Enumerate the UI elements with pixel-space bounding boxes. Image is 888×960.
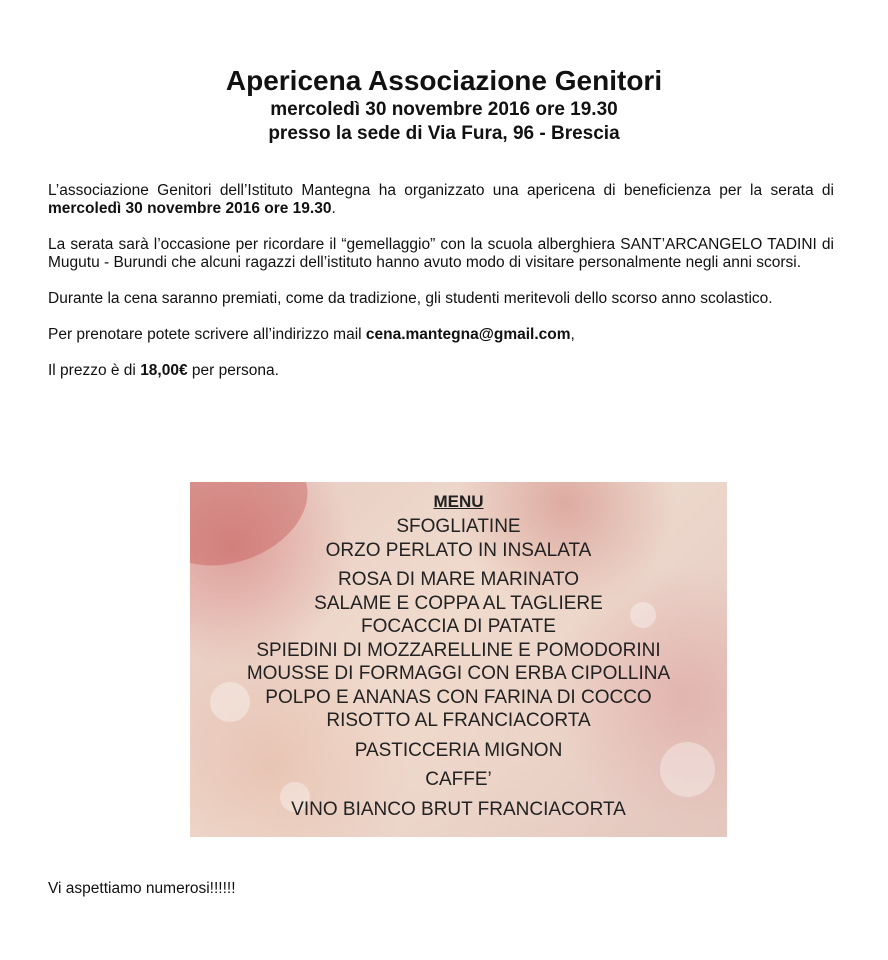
menu-list <box>190 492 727 821</box>
menu-item: FOCACCIA DI PATATE <box>361 616 556 637</box>
awards-paragraph: Durante la cena saranno premiati, come da tradizione, gli studenti meritevoli dello scorso anno scolastico. <box>48 290 773 307</box>
event-date-bold: mercoledì 30 novembre 2016 ore 19.30 <box>48 200 332 217</box>
menu-item: CAFFE’ <box>425 769 492 790</box>
menu-item: VINO BIANCO BRUT FRANCIACORTA <box>291 798 626 820</box>
price-value: 18,00€ <box>140 362 188 379</box>
menu-item: MOUSSE DI FORMAGGI CON ERBA CIPOLLINA <box>246 663 671 684</box>
menu-title: MENU <box>433 492 484 511</box>
event-datetime: mercoledì 30 novembre 2016 ore 19.30 <box>270 99 618 120</box>
booking-email: cena.mantegna@gmail.com <box>365 326 571 343</box>
menu-item: SPIEDINI DI MOZZARELLINE E POMODORINI <box>256 639 661 661</box>
menu-item: ROSA DI MARE MARINATO <box>337 569 580 590</box>
document-body <box>48 182 834 398</box>
document-header <box>0 64 888 146</box>
menu-card <box>190 482 727 837</box>
page-title: Apericena Associazione Genitori <box>225 65 663 96</box>
booking-paragraph: Per prenotare potete scrivere all’indirizzo mail cena.mantegna@gmail.com, <box>48 326 575 343</box>
menu-item: POLPO E ANANAS CON FARINA DI COCCO <box>265 686 652 708</box>
menu-item: ORZO PERLATO IN INSALATA <box>325 539 592 561</box>
intro-paragraph: L’associazione Genitori dell’Istituto Mantegna ha organizzato una apericena di beneficienza per la serata di mercoledì 30 novembre 2016 ore 19.30. <box>48 182 834 217</box>
menu-item: PASTICCERIA MIGNON <box>354 739 563 761</box>
price-paragraph: Il prezzo è di 18,00€ per persona. <box>48 362 279 379</box>
menu-item: RISOTTO AL FRANCIACORTA <box>326 710 591 731</box>
menu-item: SALAME E COPPA AL TAGLIERE <box>314 592 603 614</box>
closing-line: Vi aspettiamo numerosi!!!!!! <box>48 880 236 897</box>
twinning-paragraph: La serata sarà l’occasione per ricordare il “gemellaggio” con la scuola alberghiera SANT’ARCANGELO TADINI di Mugutu - Burundi che alcuni ragazzi dell’istituto hanno avuto modo di visitare personalmente negli anni scorsi. <box>48 236 834 271</box>
event-location: presso la sede di Via Fura, 96 - Brescia <box>268 123 620 144</box>
menu-item: SFOGLIATINE <box>396 516 521 537</box>
